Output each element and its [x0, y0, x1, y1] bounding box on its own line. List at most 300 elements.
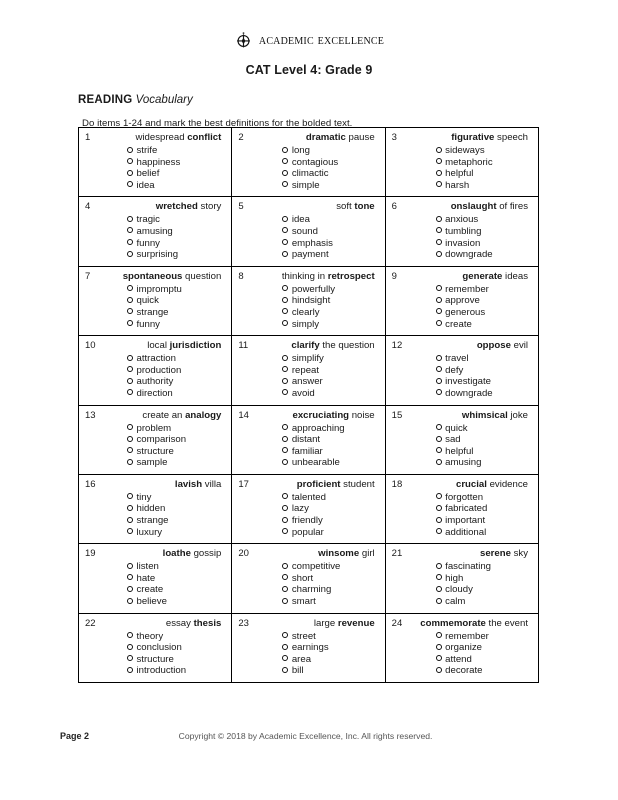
choice-list	[127, 423, 227, 469]
answer-bubble-icon[interactable]	[127, 563, 133, 569]
choice-option[interactable]	[282, 168, 380, 180]
answer-bubble-icon[interactable]	[127, 667, 133, 673]
answer-bubble-icon[interactable]	[282, 424, 288, 430]
answer-bubble-icon[interactable]	[436, 505, 442, 511]
page-footer	[60, 731, 558, 741]
choice-option[interactable]	[436, 457, 534, 469]
choice-label: emphasis	[291, 237, 333, 249]
choice-option[interactable]	[282, 180, 380, 192]
choice-option[interactable]	[282, 434, 380, 446]
choice-option[interactable]	[127, 515, 227, 527]
choice-option[interactable]	[436, 168, 534, 180]
bolded-target-word: generate	[462, 270, 503, 282]
answer-bubble-icon[interactable]	[127, 320, 133, 326]
vocabulary-item	[79, 475, 231, 543]
choice-label: repeat	[291, 364, 320, 376]
answer-bubble-icon[interactable]	[282, 517, 288, 523]
choice-option[interactable]	[127, 307, 227, 319]
choice-option[interactable]	[436, 353, 534, 365]
vocabulary-item	[386, 267, 538, 335]
item-cell	[232, 266, 385, 335]
choice-label: strange	[136, 306, 169, 318]
item-prompt	[236, 410, 380, 422]
answer-bubble-icon[interactable]	[282, 355, 288, 361]
choice-label: production	[136, 364, 182, 376]
answer-bubble-icon[interactable]	[436, 181, 442, 187]
answer-bubble-icon[interactable]	[282, 216, 288, 222]
answer-bubble-icon[interactable]	[127, 297, 133, 303]
item-number: 2	[238, 132, 244, 143]
answer-bubble-icon[interactable]	[282, 297, 288, 303]
answer-bubble-icon[interactable]	[282, 239, 288, 245]
choice-option[interactable]	[282, 353, 380, 365]
choice-option[interactable]	[282, 503, 380, 515]
answer-bubble-icon[interactable]	[436, 436, 442, 442]
answer-bubble-icon[interactable]	[282, 574, 288, 580]
choice-option[interactable]	[282, 573, 380, 585]
answer-bubble-icon[interactable]	[282, 320, 288, 326]
choice-option[interactable]	[127, 157, 227, 169]
bolded-target-word: figurative	[451, 132, 495, 143]
answer-bubble-icon[interactable]	[127, 239, 133, 245]
choice-option[interactable]	[282, 284, 380, 296]
item-prompt	[236, 271, 380, 283]
answer-bubble-icon[interactable]	[127, 389, 133, 395]
answer-bubble-icon[interactable]	[282, 227, 288, 233]
table-row	[79, 613, 539, 682]
choice-label: surprising	[136, 249, 179, 261]
item-number: 22	[85, 617, 96, 629]
choice-list	[127, 284, 227, 330]
item-prompt	[390, 132, 534, 144]
choice-label: avoid	[291, 387, 315, 399]
choice-option[interactable]	[127, 319, 227, 331]
answer-bubble-icon[interactable]	[282, 655, 288, 661]
choice-option[interactable]	[436, 561, 534, 573]
answer-bubble-icon[interactable]	[127, 285, 133, 291]
item-number: 10	[85, 340, 96, 352]
choice-option[interactable]	[127, 573, 227, 585]
prompt-suffix: evidence	[486, 478, 528, 490]
prompt-suffix: sky	[510, 548, 528, 560]
choice-label: luxury	[136, 526, 163, 538]
vocabulary-item	[232, 406, 384, 474]
choice-label: attend	[445, 653, 472, 665]
choice-option[interactable]	[436, 157, 534, 169]
item-number: 14	[238, 409, 249, 421]
answer-bubble-icon[interactable]	[127, 598, 133, 604]
item-cell	[232, 405, 385, 474]
answer-bubble-icon[interactable]	[282, 366, 288, 372]
choice-option[interactable]	[282, 157, 380, 169]
answer-bubble-icon[interactable]	[282, 158, 288, 164]
item-cell	[385, 336, 538, 405]
choice-label: belief	[136, 168, 160, 180]
answer-bubble-icon[interactable]	[436, 251, 442, 257]
choice-list	[282, 631, 380, 677]
item-cell	[79, 197, 232, 266]
bolded-target-word: tone	[354, 201, 375, 213]
choice-label: create	[136, 584, 164, 596]
answer-bubble-icon[interactable]	[282, 505, 288, 511]
answer-bubble-icon[interactable]	[436, 528, 442, 534]
item-cell	[385, 197, 538, 266]
prompt-suffix: joke	[507, 409, 528, 421]
answer-bubble-icon[interactable]	[127, 632, 133, 638]
answer-bubble-icon[interactable]	[436, 389, 442, 395]
choice-option[interactable]	[282, 446, 380, 458]
answer-bubble-icon[interactable]	[436, 366, 442, 372]
answer-bubble-icon[interactable]	[127, 436, 133, 442]
choice-option[interactable]	[436, 573, 534, 585]
choice-option[interactable]	[127, 423, 227, 435]
choice-label: popular	[291, 526, 324, 538]
item-prompt	[236, 201, 380, 213]
answer-bubble-icon[interactable]	[436, 320, 442, 326]
choice-option[interactable]	[127, 365, 227, 377]
choice-option[interactable]	[436, 365, 534, 377]
vocabulary-item	[79, 406, 231, 474]
answer-bubble-icon[interactable]	[127, 528, 133, 534]
answer-bubble-icon[interactable]	[127, 308, 133, 314]
answer-bubble-icon[interactable]	[127, 366, 133, 372]
choice-option[interactable]	[127, 238, 227, 250]
choice-option[interactable]	[127, 145, 227, 157]
item-cell	[385, 544, 538, 613]
choice-option[interactable]	[436, 654, 534, 666]
choice-option[interactable]	[282, 596, 380, 608]
choice-option[interactable]	[436, 631, 534, 643]
answer-bubble-icon[interactable]	[436, 424, 442, 430]
answer-bubble-icon[interactable]	[436, 297, 442, 303]
answer-bubble-icon[interactable]	[436, 655, 442, 661]
answer-bubble-icon[interactable]	[127, 251, 133, 257]
answer-bubble-icon[interactable]	[436, 667, 442, 673]
answer-bubble-icon[interactable]	[282, 447, 288, 453]
answer-bubble-icon[interactable]	[436, 586, 442, 592]
choice-option[interactable]	[436, 503, 534, 515]
answer-bubble-icon[interactable]	[127, 493, 133, 499]
item-cell	[79, 266, 232, 335]
choice-option[interactable]	[436, 307, 534, 319]
answer-bubble-icon[interactable]	[436, 563, 442, 569]
choice-option[interactable]	[282, 654, 380, 666]
choice-option[interactable]	[282, 423, 380, 435]
item-number: 16	[85, 478, 96, 490]
item-number: 7	[85, 270, 91, 282]
bolded-target-word: conflict	[187, 132, 222, 143]
answer-bubble-icon[interactable]	[282, 667, 288, 673]
item-prompt	[390, 410, 534, 422]
choice-option[interactable]	[127, 284, 227, 296]
choice-label: introduction	[136, 665, 187, 677]
choice-option[interactable]	[127, 376, 227, 388]
answer-bubble-icon[interactable]	[127, 447, 133, 453]
vocabulary-item	[386, 475, 538, 543]
vocabulary-item	[386, 544, 538, 612]
choice-option[interactable]	[282, 376, 380, 388]
choice-option[interactable]	[127, 654, 227, 666]
answer-bubble-icon[interactable]	[127, 574, 133, 580]
item-cell	[79, 544, 232, 613]
choice-option[interactable]	[127, 446, 227, 458]
answer-bubble-icon[interactable]	[436, 378, 442, 384]
choice-option[interactable]	[127, 596, 227, 608]
answer-bubble-icon[interactable]	[127, 655, 133, 661]
choice-option[interactable]	[282, 145, 380, 157]
choice-list	[282, 353, 380, 399]
choice-option[interactable]	[282, 365, 380, 377]
item-cell	[232, 336, 385, 405]
answer-bubble-icon[interactable]	[436, 285, 442, 291]
answer-bubble-icon[interactable]	[436, 459, 442, 465]
choice-label: familiar	[291, 445, 323, 457]
answer-bubble-icon[interactable]	[436, 574, 442, 580]
choice-label: defy	[445, 364, 464, 376]
choice-option[interactable]	[127, 168, 227, 180]
vocabulary-item	[232, 128, 384, 196]
prompt-suffix: noise	[349, 409, 375, 421]
choice-label: answer	[291, 376, 323, 388]
answer-bubble-icon[interactable]	[436, 170, 442, 176]
choice-option[interactable]	[436, 642, 534, 654]
answer-bubble-icon[interactable]	[436, 493, 442, 499]
choice-option[interactable]	[127, 503, 227, 515]
bolded-target-word: loathe	[162, 548, 191, 560]
answer-bubble-icon[interactable]	[282, 147, 288, 153]
choice-option[interactable]	[436, 423, 534, 435]
choice-list	[436, 561, 534, 607]
choice-label: smart	[291, 596, 316, 608]
choice-option[interactable]	[127, 434, 227, 446]
choice-label: helpful	[445, 168, 474, 180]
answer-bubble-icon[interactable]	[282, 378, 288, 384]
answer-bubble-icon[interactable]	[282, 459, 288, 465]
answer-bubble-icon[interactable]	[127, 424, 133, 430]
choice-list	[436, 145, 534, 191]
choice-option[interactable]	[127, 180, 227, 192]
choice-list	[127, 214, 227, 260]
choice-option[interactable]	[436, 238, 534, 250]
choice-label: generous	[445, 306, 486, 318]
directions-text: Do items 1-24 and mark the best definitions for the bolded text.	[82, 118, 353, 129]
answer-bubble-icon[interactable]	[436, 355, 442, 361]
answer-bubble-icon[interactable]	[436, 447, 442, 453]
answer-bubble-icon[interactable]	[282, 181, 288, 187]
page-number: Page 2	[60, 731, 90, 741]
choice-option[interactable]	[127, 561, 227, 573]
choice-option[interactable]	[436, 214, 534, 226]
answer-bubble-icon[interactable]	[127, 355, 133, 361]
choice-option[interactable]	[282, 492, 380, 504]
choice-list	[282, 284, 380, 330]
answer-bubble-icon[interactable]	[282, 586, 288, 592]
choice-option[interactable]	[282, 584, 380, 596]
answer-bubble-icon[interactable]	[436, 227, 442, 233]
choice-option[interactable]	[436, 665, 534, 677]
choice-option[interactable]	[282, 515, 380, 527]
choice-label: amusing	[136, 225, 173, 237]
choice-option[interactable]	[127, 631, 227, 643]
answer-bubble-icon[interactable]	[282, 251, 288, 257]
item-number: 20	[238, 548, 249, 560]
item-prompt	[390, 479, 534, 491]
answer-bubble-icon[interactable]	[127, 378, 133, 384]
answer-bubble-icon[interactable]	[127, 586, 133, 592]
answer-bubble-icon[interactable]	[436, 598, 442, 604]
choice-option[interactable]	[127, 353, 227, 365]
choice-label: hindsight	[291, 295, 331, 307]
answer-bubble-icon[interactable]	[436, 517, 442, 523]
choice-option[interactable]	[282, 214, 380, 226]
choice-option[interactable]	[436, 376, 534, 388]
answer-bubble-icon[interactable]	[436, 158, 442, 164]
choice-option[interactable]	[282, 631, 380, 643]
choice-option[interactable]	[127, 584, 227, 596]
answer-bubble-icon[interactable]	[282, 563, 288, 569]
answer-bubble-icon[interactable]	[127, 181, 133, 187]
answer-bubble-icon[interactable]	[127, 147, 133, 153]
choice-option[interactable]	[282, 527, 380, 539]
prompt-suffix: girl	[359, 548, 375, 560]
choice-option[interactable]	[436, 434, 534, 446]
answer-bubble-icon[interactable]	[436, 147, 442, 153]
choice-option[interactable]	[436, 515, 534, 527]
choice-label: structure	[136, 653, 174, 665]
answer-bubble-icon[interactable]	[282, 632, 288, 638]
choice-option[interactable]	[127, 492, 227, 504]
choice-label: approaching	[291, 422, 345, 434]
item-prompt	[390, 271, 534, 283]
answer-bubble-icon[interactable]	[127, 459, 133, 465]
choice-option[interactable]	[127, 457, 227, 469]
choice-option[interactable]	[127, 388, 227, 400]
choice-option[interactable]	[127, 214, 227, 226]
choice-label: downgrade	[445, 387, 493, 399]
choice-option[interactable]	[127, 527, 227, 539]
answer-bubble-icon[interactable]	[127, 505, 133, 511]
choice-option[interactable]	[436, 145, 534, 157]
choice-option[interactable]	[436, 527, 534, 539]
choice-option[interactable]	[436, 492, 534, 504]
vocabulary-item	[79, 336, 231, 404]
answer-bubble-icon[interactable]	[127, 216, 133, 222]
choice-label: calm	[445, 596, 466, 608]
answer-bubble-icon[interactable]	[127, 170, 133, 176]
choice-label: decorate	[445, 665, 483, 677]
choice-option[interactable]	[127, 665, 227, 677]
choice-label: simply	[291, 318, 320, 330]
answer-bubble-icon[interactable]	[282, 389, 288, 395]
choice-option[interactable]	[436, 446, 534, 458]
answer-bubble-icon[interactable]	[127, 158, 133, 164]
choice-option[interactable]	[282, 561, 380, 573]
choice-label: organize	[445, 642, 482, 654]
answer-bubble-icon[interactable]	[282, 308, 288, 314]
choice-option[interactable]	[436, 295, 534, 307]
answer-bubble-icon[interactable]	[282, 644, 288, 650]
choice-option[interactable]	[282, 295, 380, 307]
choice-label: theory	[136, 630, 164, 642]
answer-bubble-icon[interactable]	[127, 517, 133, 523]
choice-option[interactable]	[436, 226, 534, 238]
choice-label: approve	[445, 295, 480, 307]
choice-label: tumbling	[445, 225, 482, 237]
choice-option[interactable]	[282, 249, 380, 261]
item-number: 15	[391, 409, 403, 421]
prompt-prefix: soft	[336, 201, 355, 213]
item-prompt	[83, 201, 227, 213]
answer-bubble-icon[interactable]	[282, 493, 288, 499]
prompt-prefix: thinking in	[281, 270, 328, 282]
bolded-target-word: revenue	[337, 617, 375, 629]
item-cell	[79, 405, 232, 474]
choice-option[interactable]	[282, 238, 380, 250]
answer-bubble-icon[interactable]	[282, 285, 288, 291]
choice-option[interactable]	[282, 307, 380, 319]
bolded-target-word: spontaneous	[122, 270, 183, 282]
answer-bubble-icon[interactable]	[127, 644, 133, 650]
vocabulary-item	[386, 406, 538, 474]
choice-label: sad	[445, 434, 461, 446]
choice-option[interactable]	[127, 249, 227, 261]
item-number: 6	[391, 201, 397, 213]
answer-bubble-icon[interactable]	[436, 308, 442, 314]
answer-bubble-icon[interactable]	[436, 632, 442, 638]
item-cell	[79, 336, 232, 405]
choice-label: funny	[136, 318, 160, 330]
choice-label: cloudy	[445, 584, 473, 596]
table-row	[79, 474, 539, 543]
choice-list	[127, 492, 227, 538]
choice-option[interactable]	[436, 388, 534, 400]
choice-label: strange	[136, 515, 169, 527]
answer-bubble-icon[interactable]	[436, 239, 442, 245]
vocabulary-item	[79, 614, 231, 682]
choice-label: clearly	[291, 306, 320, 318]
answer-bubble-icon[interactable]	[436, 216, 442, 222]
item-prompt	[236, 340, 380, 352]
choice-label: sample	[136, 457, 168, 469]
answer-bubble-icon[interactable]	[436, 644, 442, 650]
choice-option[interactable]	[127, 295, 227, 307]
choice-option[interactable]	[436, 319, 534, 331]
choice-option[interactable]	[282, 665, 380, 677]
choice-option[interactable]	[127, 642, 227, 654]
answer-bubble-icon[interactable]	[127, 227, 133, 233]
choice-option[interactable]	[282, 226, 380, 238]
choice-option[interactable]	[282, 388, 380, 400]
answer-bubble-icon[interactable]	[282, 170, 288, 176]
choice-option[interactable]	[436, 249, 534, 261]
choice-option[interactable]	[282, 457, 380, 469]
choice-option[interactable]	[436, 596, 534, 608]
choice-label: invasion	[445, 237, 481, 249]
choice-option[interactable]	[436, 180, 534, 192]
choice-option[interactable]	[282, 642, 380, 654]
answer-bubble-icon[interactable]	[282, 436, 288, 442]
choice-label: quick	[136, 295, 159, 307]
answer-bubble-icon[interactable]	[282, 598, 288, 604]
choice-option[interactable]	[127, 226, 227, 238]
answer-bubble-icon[interactable]	[282, 528, 288, 534]
choice-option[interactable]	[436, 284, 534, 296]
choice-label: happiness	[136, 156, 181, 168]
choice-option[interactable]	[282, 319, 380, 331]
prompt-suffix: gossip	[190, 548, 222, 560]
choice-option[interactable]	[436, 584, 534, 596]
choice-label: talented	[291, 491, 326, 503]
